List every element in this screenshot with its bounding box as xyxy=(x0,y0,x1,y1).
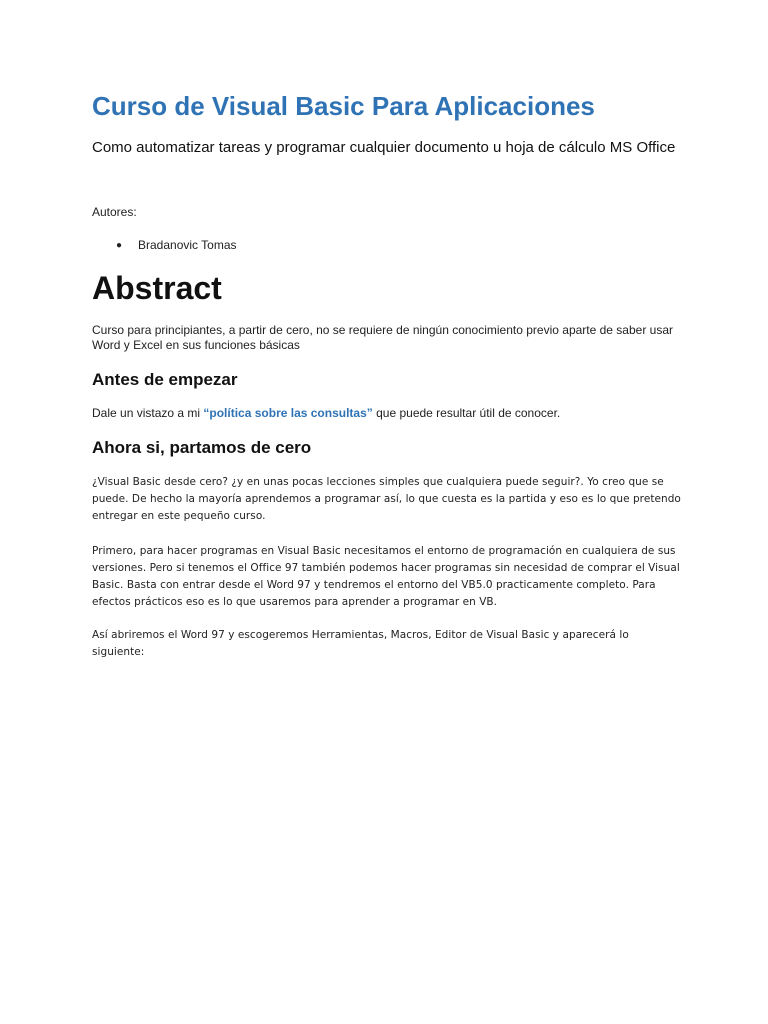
author-item xyxy=(92,238,237,253)
abstract-text: Curso para principiantes, a partir de cero, no se requiere de ningún conocimiento previo aparte de saber usar Word y Excel en sus funciones básicas xyxy=(92,323,674,352)
document-title: Curso de Visual Basic Para Aplicaciones xyxy=(92,91,595,121)
body-paragraph: Así abriremos el Word 97 y escogeremos Herramientas, Macros, Editor de Visual Basic y aparecerá lo siguiente: xyxy=(92,629,629,658)
antes-paragraph xyxy=(92,406,692,421)
section-heading-ahora: Ahora si, partamos de cero xyxy=(92,438,312,457)
antes-text-before: Dale un vistazo a mi xyxy=(92,406,204,420)
author-name: Bradanovic Tomas xyxy=(138,238,237,252)
abstract-heading: Abstract xyxy=(92,270,222,306)
body-paragraph: ¿Visual Basic desde cero? ¿y en unas pocas lecciones simples que cualquiera puede seguir?. Yo creo que se puede. De hecho la mayoría aprendemos a programar así, lo que cuesta es la partida y eso es lo que pretendo entregar en este pequeño curso. xyxy=(92,476,681,522)
authors-label: Autores: xyxy=(92,205,137,219)
section-heading-antes: Antes de empezar xyxy=(92,370,238,389)
bullet-icon: ● xyxy=(116,240,123,251)
body-paragraph: Primero, para hacer programas en Visual Basic necesitamos el entorno de programación en cualquiera de sus versiones. Pero si tenemos el Office 97 también podemos hacer programas sin necesidad de comprar el Visual Basic. Basta con entrar desde el Word 97 y tendremos el entorno del VB5.0 practicamente completo. Para efectos prácticos eso es lo que usaremos para aprender a programar en VB. xyxy=(92,545,680,608)
consultas-policy-link[interactable]: “política sobre las consultas” xyxy=(203,406,373,420)
document-subtitle: Como automatizar tareas y programar cualquier documento u hoja de cálculo MS Office xyxy=(92,139,676,156)
author-list xyxy=(92,238,237,253)
antes-text-after: que puede resultar útil de conocer. xyxy=(372,406,561,420)
